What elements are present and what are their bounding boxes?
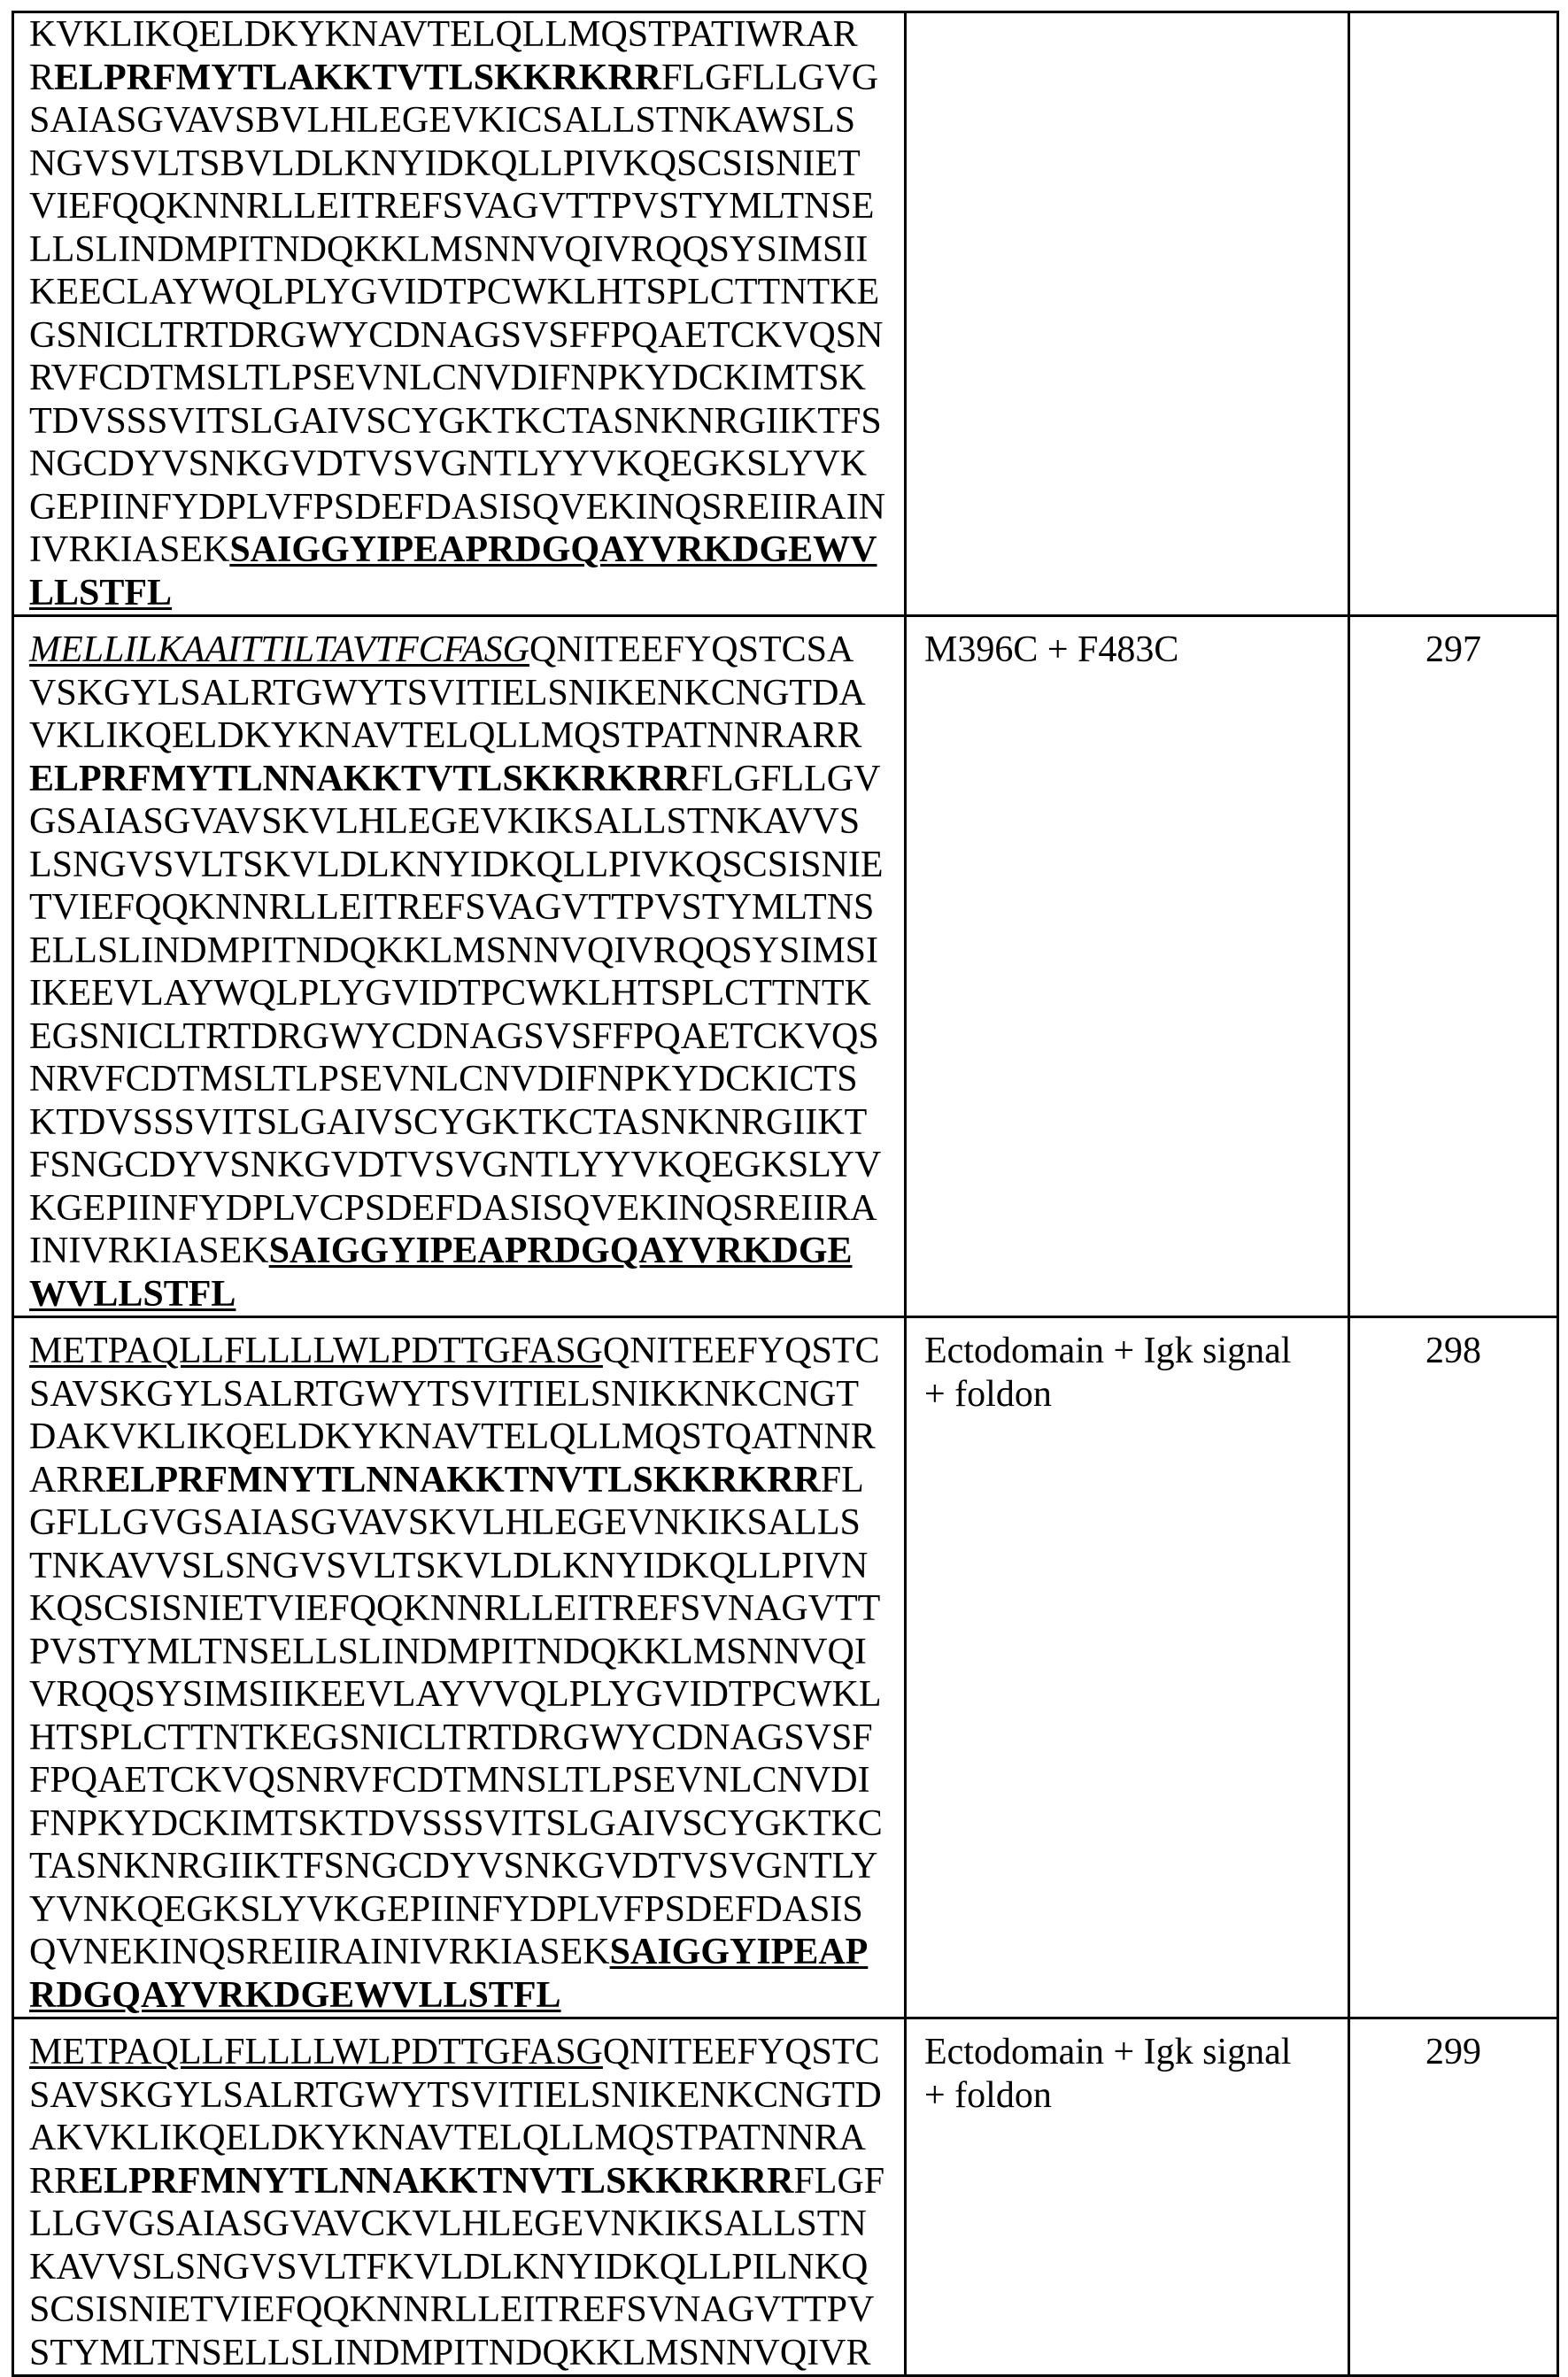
sequence-segment: AKVKLIKQELDKYKNAVTELQLLMQSTPATNNRA	[29, 2118, 866, 2158]
sequence-line	[29, 400, 904, 444]
description-text: Ectodomain + Igk signal	[924, 1330, 1348, 1373]
sequence-segment: RR	[29, 2161, 79, 2202]
sequence-segment: MELLILKAAITTILTAVTFCFASG	[29, 629, 529, 670]
sequence-line	[29, 486, 904, 529]
sequence-segment: NGVSVLTSBVLDLKNYIDKQLLPIVKQSCSISNIET	[29, 143, 861, 184]
table-row	[13, 12, 1558, 616]
sequence-segment: PVSTYMLTNSELLSLINDMPITNDQKKLMSNNVQI	[29, 1632, 867, 1672]
sequence-segment: SAIASGVAVSBVLHLEGEVKICSALLSTNKAWSLS	[29, 100, 855, 141]
sequence-segment: QNITEEFYQSTC	[603, 2032, 880, 2072]
table-row	[13, 1317, 1558, 2018]
sequence-line	[29, 1373, 904, 1416]
sequence-segment: R	[29, 58, 54, 98]
sequence-line	[29, 13, 904, 57]
sequence-segment: EGSNICLTRTDRGWYCDNAGSVSFFPQAETCKVQS	[29, 1016, 879, 1057]
sequence-line	[29, 1931, 904, 1974]
sequence-segment: QVNEKINQSREIIRAINIVRKIASEK	[29, 1932, 610, 1972]
sequence-line	[29, 2160, 904, 2203]
sequence-segment: SAIGGYIPEAP	[610, 1932, 869, 1972]
sequence-line	[29, 886, 904, 930]
sequence-segment: ELPRFMYTLAKKTVTLSKKRKRR	[54, 58, 661, 98]
sequence-segment: GEPIINFYDPLVFPSDEFDASISQVEKINQSREIIRAIN	[29, 487, 885, 528]
sequence-line	[29, 672, 904, 715]
sequence-line	[29, 1330, 904, 1373]
sequence-line	[29, 2288, 904, 2332]
sequence-line	[29, 2074, 904, 2118]
sequence-line	[29, 2246, 904, 2289]
sequence-segment: KTDVSSSVITSLGAIVSCYGKTKCTASNKNRGIIKT	[29, 1102, 867, 1143]
sequence-segment: YVNKQEGKSLYVKGEPIINFYDPLVFPSDEFDASIS	[29, 1889, 863, 1930]
sequence-segment: ELPRFMNYTLNNAKKTNVTLSKKRKRR	[79, 2161, 793, 2202]
sequence-segment: KGEPIINFYDPLVCPSDEFDASISQVEKINQSREIIRA	[29, 1188, 877, 1229]
table-row	[13, 2018, 1558, 2376]
seq-id-cell	[1349, 616, 1558, 1317]
sequence-line	[29, 714, 904, 758]
sequence-segment: WVLLSTFL	[29, 1274, 236, 1315]
sequence-segment: TASNKNRGIIKTFSNGCDYVSNKGVDTVSVGNTLY	[29, 1846, 877, 1887]
sequence-segment: HTSPLCTTNTKEGSNICLTRTDRGWYCDNAGSVSF	[29, 1717, 873, 1758]
sequence-segment: LSNGVSVLTSKVLDLKNYIDKQLLPIVKQSCSISNIE	[29, 845, 883, 885]
sequence-line	[29, 800, 904, 844]
sequence-line	[29, 1416, 904, 1459]
sequence-line	[29, 1273, 904, 1316]
sequence-line	[29, 529, 904, 572]
sequence-line	[29, 2031, 904, 2074]
sequence-segment: ELPRFMYTLNNAKKTVTLSKKRKRR	[29, 759, 691, 799]
sequence-line	[29, 1587, 904, 1631]
sequence-segment: FLGFLLGV	[691, 759, 881, 799]
sequence-segment: RDGQAYVRKDGEWVLLSTFL	[29, 1975, 561, 2016]
seq-id-cell	[1349, 2018, 1558, 2376]
sequence-segment: SAVSKGYLSALRTGWYTSVITIELSNIKENKCNGTD	[29, 2075, 882, 2116]
sequence-line	[29, 1187, 904, 1231]
sequence-line	[29, 99, 904, 143]
sequence-segment: IKEEVLAYWQLPLYGVIDTPCWKLHTSPLCTTNTK	[29, 973, 871, 1014]
sequence-segment: NGCDYVSNKGVDTVSVGNTLYYVKQEGKSLYVK	[29, 444, 867, 484]
sequence-line	[29, 1545, 904, 1588]
sequence-line	[29, 930, 904, 973]
sequence-line	[29, 314, 904, 358]
sequence-segment: ELPRFMNYTLNNAKKTNVTLSKKRKRR	[105, 1460, 820, 1501]
sequence-segment: METPAQLLFLLLLWLPDTTGFASG	[29, 1331, 603, 1371]
table-row	[13, 616, 1558, 1317]
sequence-line	[29, 1717, 904, 1760]
sequence-table-body	[13, 12, 1558, 2376]
sequence-line	[29, 1101, 904, 1145]
seq-id-cell	[1349, 12, 1558, 616]
sequence-segment: RVFCDTMSLTLPSEVNLCNVDIFNPKYDCKIMTSK	[29, 358, 866, 398]
sequence-line	[29, 1015, 904, 1059]
sequence-line	[29, 185, 904, 228]
sequence-segment: DAKVKLIKQELDKYKNAVTELQLLMQSTQATNNR	[29, 1416, 876, 1457]
sequence-line	[29, 844, 904, 887]
sequence-segment: QNITEEFYQSTC	[603, 1331, 880, 1371]
sequence-line	[29, 228, 904, 272]
sequence-line	[29, 271, 904, 314]
sequence-segment: NRVFCDTMSLTLPSEVNLCNVDIFNPKYDCKICTS	[29, 1059, 858, 1100]
sequence-line	[29, 1459, 904, 1502]
sequence-line	[29, 357, 904, 400]
sequence-cell	[13, 1317, 906, 2018]
sequence-line	[29, 1974, 904, 2018]
sequence-line	[29, 1631, 904, 1674]
description-text: Ectodomain + Igk signal	[924, 2031, 1348, 2074]
seq-id-cell	[1349, 1317, 1558, 2018]
description-text: + foldon	[924, 2074, 1348, 2118]
description-cell	[906, 12, 1349, 616]
sequence-segment: ELLSLINDMPITNDQKKLMSNNVQIVRQQSYSIMSI	[29, 930, 878, 971]
sequence-segment: SAIGGYIPEAPRDGQAYVRKDGE	[269, 1231, 853, 1271]
sequence-cell	[13, 12, 906, 616]
sequence-line	[29, 572, 904, 615]
sequence-line	[29, 1501, 904, 1545]
description-text: + foldon	[924, 1373, 1348, 1416]
sequence-segment: INIVRKIASEK	[29, 1231, 269, 1271]
sequence-segment: FSNGCDYVSNKGVDTVSVGNTLYYVKQEGKSLYV	[29, 1145, 881, 1185]
sequence-segment: FLGFLLGVG	[661, 58, 878, 98]
sequence-segment: LLSLINDMPITNDQKKLMSNNVQIVRQQSYSIMSII	[29, 229, 868, 270]
description-cell	[906, 616, 1349, 1317]
sequence-line	[29, 2332, 904, 2375]
sequence-segment: METPAQLLFLLLLWLPDTTGFASG	[29, 2032, 603, 2072]
description-cell	[906, 2018, 1349, 2376]
sequence-cell	[13, 616, 906, 1317]
sequence-line	[29, 758, 904, 801]
description-cell	[906, 1317, 1349, 2018]
sequence-segment: TNKAVVSLSNGVSVLTSKVLDLKNYIDKQLLPIVN	[29, 1546, 868, 1586]
description-text: M396C + F483C	[924, 629, 1348, 672]
sequence-line	[29, 143, 904, 186]
sequence-line	[29, 629, 904, 672]
sequence-segment: LLSTFL	[29, 573, 172, 614]
sequence-segment: KQSCSISNIETVIEFQQKNNRLLEITREFSVNAGVTT	[29, 1588, 880, 1629]
seq-id-number: 297	[1425, 629, 1481, 670]
sequence-cell	[13, 2018, 906, 2376]
sequence-line	[29, 57, 904, 100]
sequence-segment: GSAIASGVAVSKVLHLEGEVKIKSALLSTNKAVVS	[29, 801, 860, 842]
sequence-segment: SAIGGYIPEAPRDGQAYVRKDGEWV	[229, 529, 877, 570]
sequence-segment: TDVSSSVITSLGAIVSCYGKTKCTASNKNRGIIKTFS	[29, 401, 882, 442]
sequence-line	[29, 2117, 904, 2160]
sequence-segment: FLGF	[793, 2161, 884, 2202]
sequence-table	[12, 11, 1559, 2377]
sequence-segment: IVRKIASEK	[29, 529, 229, 570]
sequence-segment: VIEFQQKNNRLLEITREFSVAGVTTPVSTYMLTNSE	[29, 186, 874, 227]
sequence-line	[29, 1673, 904, 1717]
sequence-segment: KEECLAYWQLPLYGVIDTPCWKLHTSPLCTTNTKE	[29, 272, 879, 313]
sequence-line	[29, 1802, 904, 1846]
sequence-segment: FPQAETCKVQSNRVFCDTMNSLTLPSEVNLCNVDI	[29, 1760, 870, 1801]
sequence-segment: GSNICLTRTDRGWYCDNAGSVSFFPQAETCKVQSN	[29, 315, 883, 356]
sequence-segment: FL	[821, 1460, 864, 1501]
sequence-line	[29, 1230, 904, 1273]
sequence-line	[29, 1144, 904, 1187]
sequence-line	[29, 1888, 904, 1932]
sequence-segment: VSKGYLSALRTGWYTSVITIELSNIKENKCNGTDA	[29, 673, 866, 714]
sequence-segment: KAVVSLSNGVSVLTFKVLDLKNYIDKQLLPILNKQ	[29, 2247, 868, 2288]
sequence-line	[29, 972, 904, 1015]
sequence-segment: SAVSKGYLSALRTGWYTSVITIELSNIKKNKCNGT	[29, 1374, 859, 1415]
seq-id-number: 299	[1425, 2032, 1481, 2072]
sequence-segment: SCSISNIETVIEFQQKNNRLLEITREFSVNAGVTTPV	[29, 2289, 874, 2330]
sequence-line	[29, 1759, 904, 1802]
sequence-segment: KVKLIKQELDKYKNAVTELQLLMQSTPATIWRAR	[29, 14, 858, 55]
sequence-line	[29, 1058, 904, 1101]
sequence-segment: VKLIKQELDKYKNAVTELQLLMQSTPATNNRARR	[29, 715, 861, 756]
seq-id-number: 298	[1425, 1331, 1481, 1371]
sequence-segment: QNITEEFYQSTCSA	[529, 629, 854, 670]
sequence-line	[29, 443, 904, 486]
sequence-segment: FNPKYDCKIMTSKTDVSSSVITSLGAIVSCYGKTKC	[29, 1803, 883, 1844]
sequence-segment: STYMLTNSELLSLINDMPITNDQKKLMSNNVQIVR	[29, 2333, 870, 2373]
sequence-segment: ARR	[29, 1460, 105, 1501]
sequence-line	[29, 1845, 904, 1888]
sequence-segment: VRQQSYSIMSIIKEEVLAYVVQLPLYGVIDTPCWKL	[29, 1674, 882, 1715]
sequence-segment: GFLLGVGSAIASGVAVSKVLHLEGEVNKIKSALLS	[29, 1502, 861, 1543]
sequence-segment: TVIEFQQKNNRLLEITREFSVAGVTTPVSTYMLTNS	[29, 887, 874, 928]
sequence-line	[29, 2203, 904, 2246]
sequence-segment: LLGVGSAIASGVAVCKVLHLEGEVNKIKSALLSTN	[29, 2203, 867, 2244]
